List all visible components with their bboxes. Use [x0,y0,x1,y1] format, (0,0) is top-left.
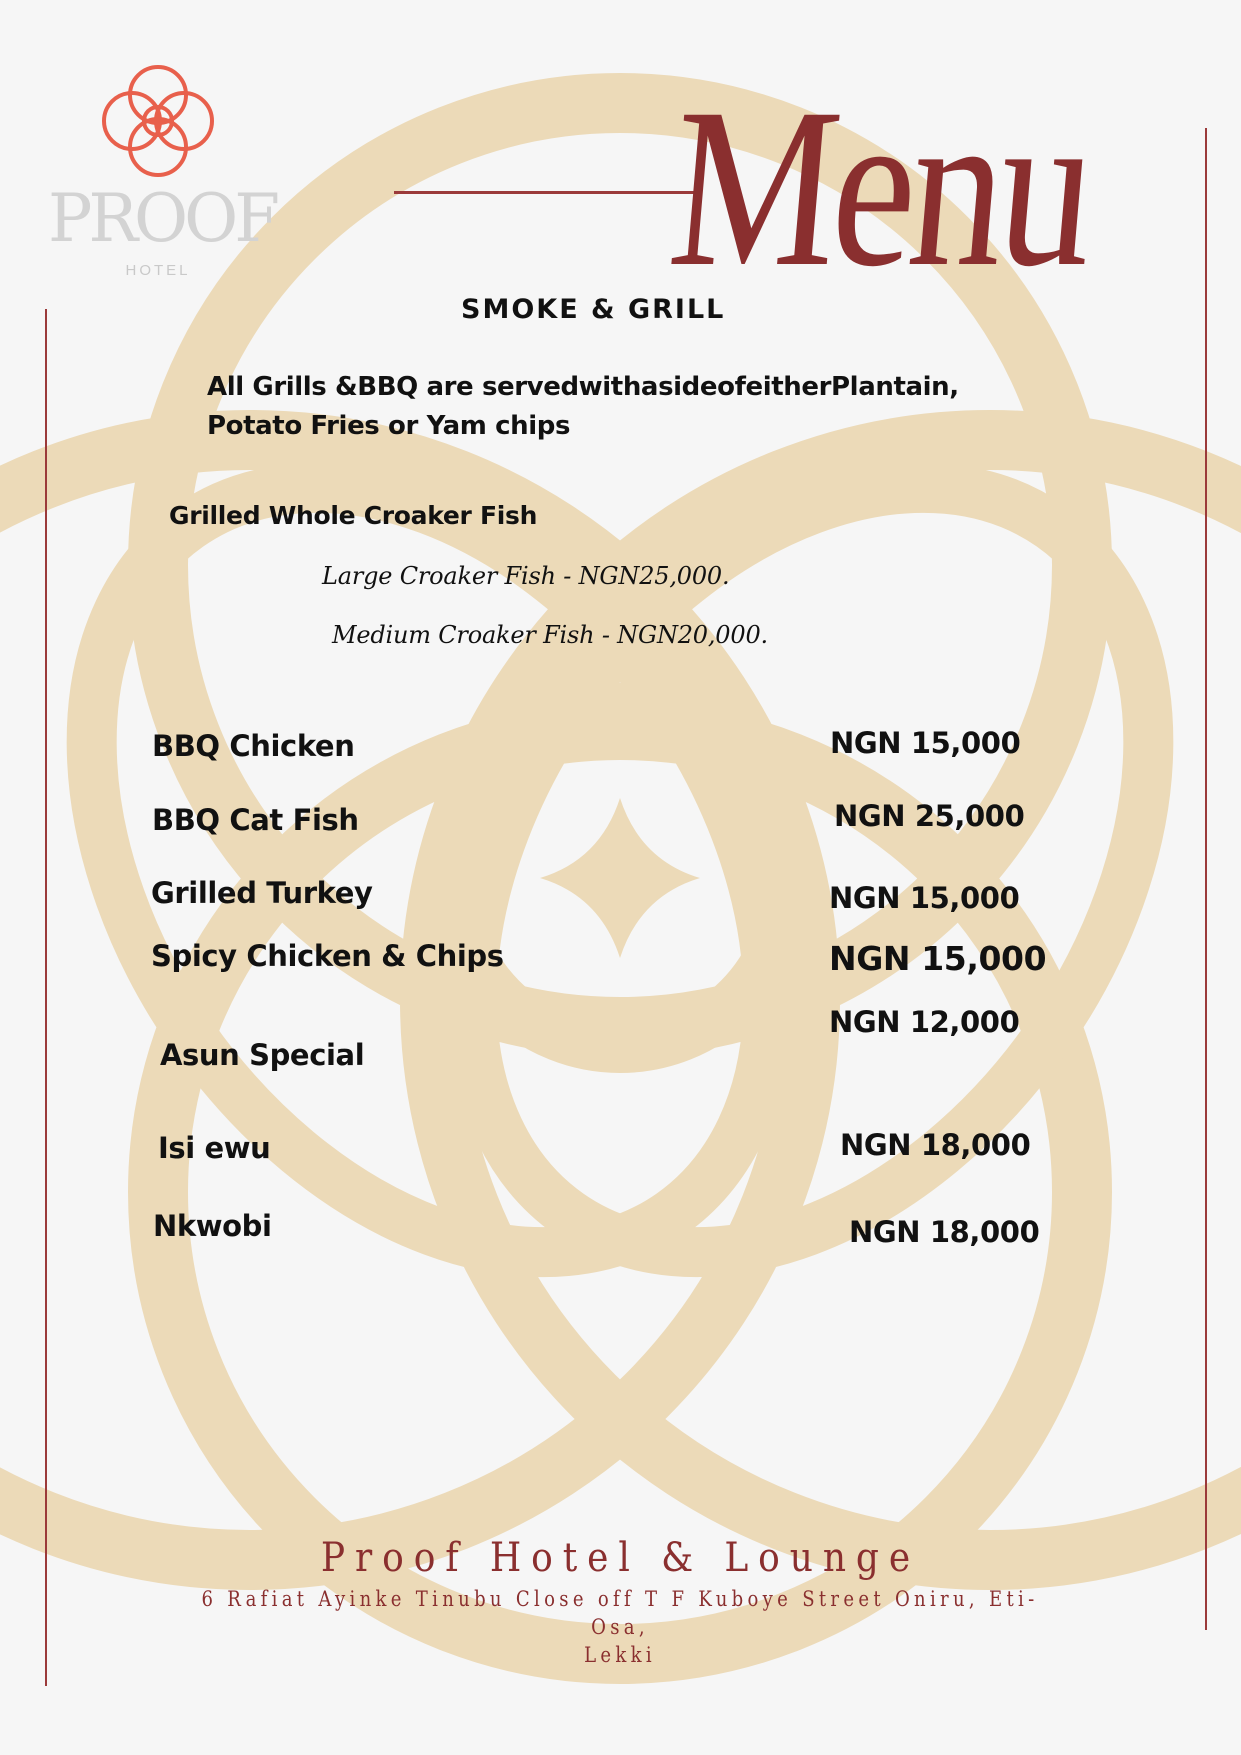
croaker-variant-large: Large Croaker Fish - NGN25,000. [322,562,730,590]
menu-item-name: BBQ Cat Fish [152,803,359,837]
right-border-line [1205,128,1207,1630]
footer-address [190,1585,1050,1669]
left-border-line [45,309,47,1686]
title-rule [394,191,696,194]
menu-item-name: Grilled Turkey [151,876,373,910]
menu-item-name: BBQ Chicken [152,729,355,763]
section-title: SMOKE & GRILL [461,294,726,325]
section-intro-line-1: All Grills &BBQ are servedwithasideofeitherPlantain, [207,372,959,402]
section-intro-line-2: Potato Fries or Yam chips [207,411,571,441]
menu-item-price: NGN 12,000 [829,1005,1020,1039]
section-intro [207,368,1067,446]
menu-item-name: Asun Special [160,1038,365,1072]
menu-item-name: Nkwobi [153,1209,272,1243]
brand-wordmark-sub: HOTEL [125,262,191,279]
menu-item-price: NGN 15,000 [829,939,1047,978]
croaker-variant-medium: Medium Croaker Fish - NGN20,000. [332,621,768,649]
menu-item-name: Spicy Chicken & Chips [151,939,504,973]
page-title: Menu [661,62,1100,314]
footer-venue-name: Proof Hotel & Lounge [320,1535,921,1581]
brand-wordmark: PROOF [47,180,277,257]
menu-item-price: NGN 25,000 [834,799,1025,833]
proof-hotel-rosette-icon [100,63,216,179]
bg-star [540,798,700,958]
footer-address-line-2: Lekki [584,1643,656,1667]
footer-address-line-1: 6 Rafiat Ayinke Tinubu Close off T F Kuboye Street Oniru, Eti-Osa, [201,1587,1039,1639]
menu-item-price: NGN 18,000 [840,1128,1031,1162]
menu-item-price: NGN 18,000 [849,1215,1040,1249]
croaker-heading: Grilled Whole Croaker Fish [169,501,538,530]
menu-item-name: Isi ewu [158,1131,271,1165]
menu-item-price: NGN 15,000 [829,881,1020,915]
menu-item-price: NGN 15,000 [830,726,1021,760]
